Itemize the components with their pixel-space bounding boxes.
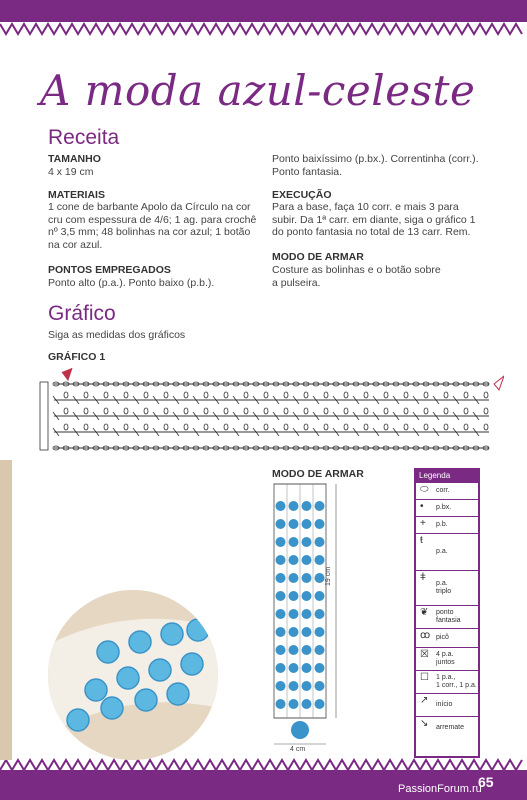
plus-icon: + [420, 518, 426, 529]
bead-dot [289, 537, 299, 547]
execucao-label: EXECUÇÃO [272, 189, 332, 201]
legend-row [416, 647, 478, 670]
height-dimension-label: 19 cm [325, 566, 332, 586]
bead-dot [289, 663, 299, 673]
leaf-icon: ❦ [420, 607, 429, 618]
photo-bead [85, 679, 107, 701]
tamanho-value: 4 x 19 cm [48, 166, 94, 178]
fantasia-stitch [284, 408, 288, 414]
bead-dot [315, 663, 325, 673]
legend-label: p.a. [436, 548, 448, 555]
materiais-label: MATERIAIS [48, 189, 105, 201]
photo-bead [135, 689, 157, 711]
photo-bead [67, 709, 89, 731]
crochet-chart-grafico1 [34, 366, 504, 466]
bead-dot [302, 555, 312, 565]
bead-dot [315, 627, 325, 637]
bead-dot [315, 609, 325, 619]
fantasia-stitch [224, 408, 228, 414]
oval-icon: ⬭ [420, 484, 429, 495]
fantasia-stitch [284, 392, 288, 398]
receita-heading: Receita [48, 126, 120, 149]
grafico-intro: Siga as medidas dos gráficos [48, 329, 186, 341]
fantasia-stitch [344, 408, 348, 414]
bead-dot [276, 573, 286, 583]
modo-text: Costure as bolinhas e o botão sobre a pulseira. [272, 264, 441, 289]
fantasia-stitch [184, 424, 188, 430]
photo-edge-strip [0, 460, 12, 760]
page-number: 65 [478, 774, 494, 790]
fantasia-stitch [104, 408, 108, 414]
photo-bead [149, 659, 171, 681]
legend-row [416, 499, 478, 516]
bead-dot [302, 681, 312, 691]
legend-row [416, 516, 478, 533]
picot-icon: ꝏ [420, 630, 431, 641]
crossed-box-icon: ☒ [420, 649, 429, 660]
legend-title: Legenda [416, 470, 478, 482]
bead-dot [289, 645, 299, 655]
width-dimension-label: 4 cm [290, 746, 306, 753]
fantasia-stitch [444, 392, 448, 398]
bead-dot [276, 627, 286, 637]
fantasia-stitch [204, 392, 208, 398]
bead-dot [276, 645, 286, 655]
photo-bead [161, 623, 183, 645]
grafico1-label: GRÁFICO 1 [48, 351, 106, 363]
site-watermark: PassionForum.ru [398, 783, 482, 795]
bead-dot [289, 555, 299, 565]
legend-label: p.b. [436, 521, 448, 528]
fantasia-stitch [184, 392, 188, 398]
bead-dot [289, 681, 299, 691]
bead-dot [302, 663, 312, 673]
bead-dot [315, 501, 325, 511]
fantasia-stitch [144, 424, 148, 430]
pontos-text-2: Ponto baixíssimo (p.bx.). Correntinha (corr.). [272, 153, 479, 165]
button-dot [291, 721, 309, 739]
legend-label: ponto fantasia [436, 609, 461, 624]
fantasia-stitch [384, 392, 388, 398]
legend-row [416, 716, 478, 739]
bead-dot [315, 537, 325, 547]
legend-label: 4 p.a. juntos [436, 651, 455, 666]
photo-bead [101, 697, 123, 719]
end-arrow-icon: ↘ [420, 718, 429, 729]
bead-dot [276, 663, 286, 673]
fantasia-stitch [84, 392, 88, 398]
legend-label: p.bx. [436, 504, 452, 511]
bead-dot [289, 609, 299, 619]
materiais-text: 1 cone de barbante Apolo da Círculo na cor cru com espessura de 4/6; 1 ag. para crochê nº 3,5 mm; 48 bolinhas na cor azul; 1 botão na cor azul. [48, 201, 257, 251]
fantasia-stitch [84, 408, 88, 414]
bead-dot [302, 573, 312, 583]
legend-label: 1 p.a., 1 corr., 1 p.a. [436, 674, 477, 689]
empty-box-icon: ☐ [420, 672, 429, 683]
fantasia-stitch [404, 424, 408, 430]
photo-bead [167, 683, 189, 705]
fantasia-stitch [244, 408, 248, 414]
legend-box [414, 468, 480, 758]
photo-bead [117, 667, 139, 689]
execucao-text: Para a base, faça 10 corr. e mais 3 para subir. Da 1ª carr. em diante, siga o gráfico 1 do ponto fantasia no total de 13 carr. Rem. [272, 201, 476, 238]
fantasia-stitch [284, 424, 288, 430]
fantasia-stitch [64, 392, 68, 398]
triple-stitch-icon: ǂ [420, 572, 426, 583]
fantasia-stitch [124, 424, 128, 430]
bead-dot [289, 573, 299, 583]
legend-row [416, 533, 478, 570]
modo-label: MODO DE ARMAR [272, 251, 364, 263]
bead-dot [302, 609, 312, 619]
bead-dot [276, 537, 286, 547]
fantasia-stitch [364, 408, 368, 414]
legend-label: arremate [436, 724, 465, 731]
fantasia-stitch [444, 424, 448, 430]
bead-dot [276, 501, 286, 511]
fantasia-stitch [384, 424, 388, 430]
fantasia-stitch [84, 424, 88, 430]
photo-bead [97, 641, 119, 663]
bead-dot [315, 591, 325, 601]
photo-bead [181, 653, 203, 675]
legend-label: picô [436, 634, 449, 641]
legend-label: início [436, 701, 453, 708]
fantasia-stitch [184, 408, 188, 414]
grafico-heading: Gráfico [48, 302, 116, 325]
start-arrow-icon [62, 368, 72, 380]
fantasia-stitch [104, 392, 108, 398]
page-title: A moda azul-celeste [40, 66, 476, 115]
legend-row [416, 482, 478, 499]
dot-icon: • [420, 501, 424, 512]
fantasia-stitch [464, 424, 468, 430]
fantasia-stitch [64, 408, 68, 414]
tamanho-label: TAMANHO [48, 153, 101, 165]
bead-montage-diagram [272, 482, 352, 752]
fantasia-stitch [424, 408, 428, 414]
fantasia-stitch [484, 408, 488, 414]
pontos-text-3: Ponto fantasia. [272, 166, 343, 178]
bead-dot [315, 681, 325, 691]
montage-label: MODO DE ARMAR [272, 468, 364, 480]
bead-dot [289, 627, 299, 637]
bead-dot [289, 519, 299, 529]
bead-dot [302, 501, 312, 511]
bead-dot [276, 555, 286, 565]
legend-row [416, 628, 478, 647]
fantasia-stitch [404, 392, 408, 398]
finish-arrow-icon [494, 376, 504, 390]
bead-dot [302, 627, 312, 637]
legend-row [416, 670, 478, 693]
fantasia-stitch [344, 424, 348, 430]
fantasia-stitch [304, 424, 308, 430]
fantasia-stitch [384, 408, 388, 414]
fantasia-stitch [264, 392, 268, 398]
bead-dot [302, 699, 312, 709]
bead-dot [289, 699, 299, 709]
legend-row [416, 693, 478, 716]
photo-bead [129, 631, 151, 653]
bead-dot [302, 645, 312, 655]
bead-dot [276, 681, 286, 691]
legend-row [416, 570, 478, 605]
fantasia-stitch [224, 424, 228, 430]
fantasia-stitch [324, 392, 328, 398]
bracelet-photo [48, 590, 218, 760]
fantasia-stitch [64, 424, 68, 430]
fantasia-stitch [324, 408, 328, 414]
fantasia-stitch [264, 408, 268, 414]
fantasia-stitch [464, 408, 468, 414]
fantasia-stitch [344, 392, 348, 398]
bead-dot [315, 645, 325, 655]
bead-dot [289, 591, 299, 601]
fantasia-stitch [324, 424, 328, 430]
fantasia-stitch [104, 424, 108, 430]
bead-dot [315, 519, 325, 529]
fantasia-stitch [164, 392, 168, 398]
photo-bead [187, 619, 209, 641]
fantasia-stitch [464, 392, 468, 398]
fantasia-stitch [484, 392, 488, 398]
fantasia-stitch [204, 408, 208, 414]
start-arrow-icon: ↗ [420, 695, 429, 706]
bead-dot [315, 699, 325, 709]
bead-dot [276, 609, 286, 619]
fantasia-stitch [424, 392, 428, 398]
bead-dot [315, 555, 325, 565]
bead-dot [276, 699, 286, 709]
fantasia-stitch [244, 392, 248, 398]
fantasia-stitch [124, 408, 128, 414]
fantasia-stitch [404, 408, 408, 414]
fantasia-stitch [304, 408, 308, 414]
fantasia-stitch [144, 408, 148, 414]
legend-row [416, 605, 478, 628]
fantasia-stitch [144, 392, 148, 398]
bead-dot [302, 519, 312, 529]
fantasia-stitch [264, 424, 268, 430]
pontos-label: PONTOS EMPREGADOS [48, 264, 171, 276]
fantasia-stitch [124, 392, 128, 398]
bracelet-illustration [48, 590, 218, 760]
fantasia-stitch [484, 424, 488, 430]
fantasia-stitch [164, 424, 168, 430]
legend-label: corr. [436, 487, 450, 494]
bead-dot [276, 519, 286, 529]
tall-stitch-icon: ŧ [420, 535, 423, 546]
chart-end-loop [40, 382, 48, 450]
bead-dot [276, 591, 286, 601]
bead-dot [302, 537, 312, 547]
top-band [0, 0, 527, 22]
fantasia-stitch [244, 424, 248, 430]
top-zigzag-border [0, 22, 527, 36]
fantasia-stitch [164, 408, 168, 414]
fantasia-stitch [304, 392, 308, 398]
fantasia-stitch [364, 424, 368, 430]
fantasia-stitch [424, 424, 428, 430]
bead-dot [302, 591, 312, 601]
fantasia-stitch [444, 408, 448, 414]
pontos-text-1: Ponto alto (p.a.). Ponto baixo (p.b.). [48, 277, 215, 289]
fantasia-stitch [204, 424, 208, 430]
bead-dot [289, 501, 299, 511]
fantasia-stitch [224, 392, 228, 398]
legend-label: p.a. triplo [436, 580, 452, 595]
fantasia-stitch [364, 392, 368, 398]
